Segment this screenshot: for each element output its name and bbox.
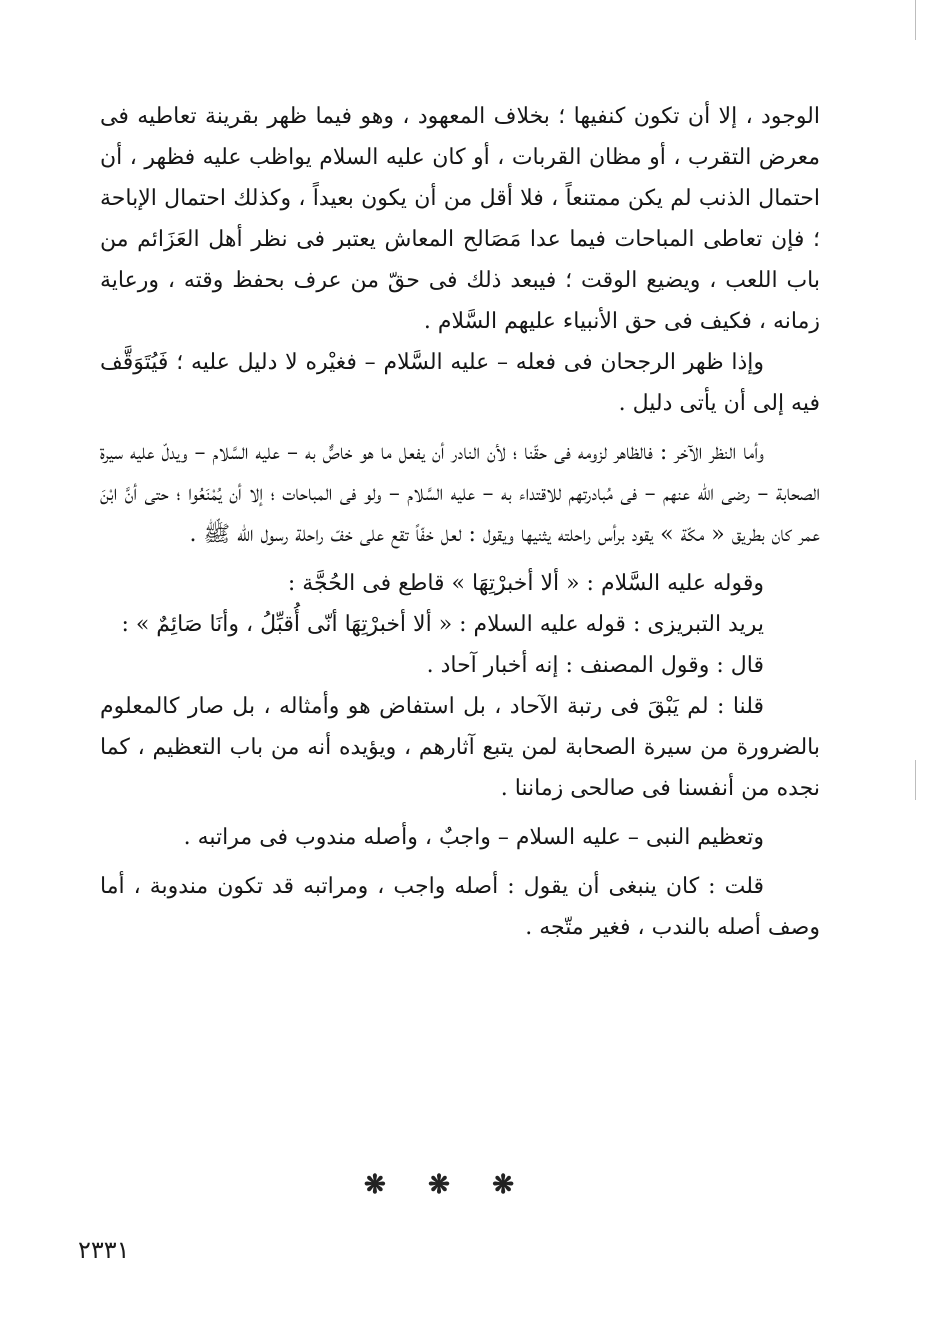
section-ornament <box>364 1170 514 1200</box>
paragraph-5: يريد التبريزى : قوله عليه السلام : « ألا أخبرْتِهَا أنّى أُقبِّلُ ، وأنَا صَائِمٌ » : <box>121 612 764 637</box>
scan-edge-mark-top <box>915 0 916 40</box>
scan-edge-mark-middle <box>915 760 916 800</box>
paragraph-6: قال : وقول المصنف : إنه أخبار آحاد . <box>426 653 764 678</box>
paragraph-8: وتعظيم النبى – عليه السلام – واجبٌ ، وأصله مندوب فى مراتبه . <box>183 825 764 850</box>
paragraph-7: قلنا : لم يَبْقَ فى رتبة الآحاد ، بل استفاض هو وأمثاله ، بل صار كالمعلوم بالضرورة من سيرة الصحابة لمن يتبع آثارهم ، ويؤيده أنه من باب التعظيم ، كما نجده من أنفسنا فى صالحى زماننا . <box>100 694 820 801</box>
asterism-star-icon: ❋ <box>492 1170 514 1200</box>
paragraph-4: وقوله عليه السَّلام : « ألا أخبرْتِهَا » قاطع فى الحُجَّة : <box>287 571 764 596</box>
body-text <box>100 96 820 948</box>
paragraph-1: الوجود ، إلا أن تكون كنفيها ؛ بخلاف المعهود ، وهو فيما ظهر بقرينة تعاطيه فى معرض التقرب ، أو مظان القربات ، أو كان عليه السلام يواظب عليه فظهر ، أن احتمال الذنب لم يكن ممتنعاً ، فلا أقل من أن يكون بعيداً ، وكذلك احتمال الإباحة ؛ فإن تعاطى المباحات فيما عدا مَصَالح المعاش يعتبر فى نظر أهل العَزَائم من باب اللعب ، ويضيع الوقت ؛ فيبعد ذلك فى حقّ من عرف بحفظ وقته ، ورعاية زمانه ، فكيف فى حق الأنبياء عليهم السَّلام . <box>100 104 820 334</box>
page-number: ٢٣٣١ <box>78 1236 130 1264</box>
paragraph-3: وأما النظر الآخر : فالظاهر لزومه فى حقّنا ؛ لأن النادر أن يفعل ما هو خاصٌّ به – عليه السَّلام – ويدلّ عليه سيرة الصحابة – رضى الله عنهم – فى مُبادرتهم للاقتداء به – عليه السَّلام – ولو فى المباحات ؛ إلا أن يُمْنَعُوا ؛ حتى أنَّ ابْنَ عمر كان بطريق « مكّة » يقود برأس راحلته يثنيها ويقول : لعل خفّاً تقع على خفّ راحلة رسول الله ﷺ . <box>100 440 820 547</box>
paragraph-2: وإذا ظهر الرجحان فى فعله – عليه السَّلام – فغيْره لا دليل عليه ؛ فَيُتَوَقَّف فيه إلى أن يأتى دليل . <box>100 350 820 416</box>
asterism-star-icon: ❋ <box>364 1170 386 1200</box>
paragraph-9: قلت : كان ينبغى أن يقول : أصله واجب ، ومراتبه قد تكون مندوبة ، أما وصف أصله بالندب ، فغير متّجه . <box>100 874 820 940</box>
asterism-star-icon: ❋ <box>428 1170 450 1200</box>
